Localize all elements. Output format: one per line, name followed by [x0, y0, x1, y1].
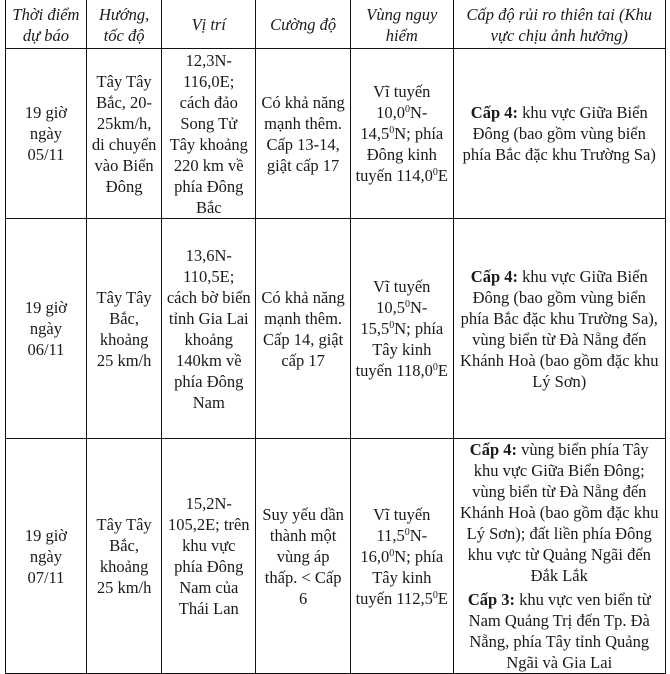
cell-position: 15,2N-105,2E; trên khu vực phía Đông Nam của Thái Lan [162, 439, 256, 674]
risk-area-text: khu vực Giữa Biển Đông (bao gồm vùng biển phía Bắc đặc khu Trường Sa), vùng biển từ Đà Nẵng đến Khánh Hoà (bao gồm đặc khu Lý Sơn) [460, 266, 659, 391]
cell-intensity: Có khả năng mạnh thêm. Cấp 14, giật cấp 17 [256, 219, 351, 439]
cell-direction-speed: Tây Tây Bắc, khoảng 25 km/h [86, 219, 161, 439]
cell-forecast-time: 19 giờ ngày 07/11 [6, 439, 87, 674]
cell-risk-level [453, 49, 666, 219]
risk-paragraph [458, 102, 662, 165]
cell-intensity: Có khả năng mạnh thêm. Cấp 13-14, giật cấp 17 [256, 49, 351, 219]
risk-paragraph [458, 589, 662, 673]
cell-intensity: Suy yếu dần thành một vùng áp thấp. < Cấp 6 [256, 439, 351, 674]
risk-level-label: Cấp 4: [469, 440, 518, 459]
degree-symbol: 0 [405, 104, 410, 115]
danger-lat-end: N-15,5 [360, 298, 428, 338]
cell-risk-level [453, 219, 666, 439]
degree-symbol: 0 [432, 362, 438, 373]
cell-forecast-time: 19 giờ ngày 06/11 [6, 219, 87, 439]
degree-symbol: 0 [389, 125, 395, 136]
danger-longitude: N; phía Đông kinh tuyến 114,0 [355, 124, 444, 185]
header-danger-zone: Vùng nguy hiểm [351, 0, 453, 49]
risk-level-label: Cấp 3: [467, 590, 516, 609]
storm-forecast-table [5, 0, 666, 674]
danger-lat-start: Vĩ tuyến 10,0 [373, 82, 431, 122]
degree-symbol: 0 [432, 167, 438, 178]
cell-danger-zone [351, 49, 453, 219]
cell-forecast-time: 19 giờ ngày 05/11 [6, 49, 87, 219]
risk-area-text: khu vực Giữa Biển Đông (bao gồm vùng biển phía Bắc đặc khu Trường Sa) [462, 103, 656, 164]
danger-lon-unit: E [437, 166, 448, 185]
risk-area-text: vùng biển phía Tây khu vực Giữa Biển Đông; vùng biển từ Đà Nẵng đến Khánh Hoà (bao gồm đặc khu Lý Sơn); đất liền phía Đông khu vực từ Quảng Ngãi đến Đắk Lắk [460, 440, 659, 585]
cell-position: 12,3N-116,0E; cách đảo Song Tử Tây khoảng 220 km về phía Đông Bắc [162, 49, 256, 219]
degree-symbol: 0 [389, 320, 395, 331]
risk-paragraph [458, 266, 662, 392]
danger-lon-unit: E [437, 588, 448, 608]
danger-longitude: N; phía Tây kinh tuyến 112,5 [355, 546, 444, 608]
table-row [6, 439, 666, 674]
risk-area-text: khu vực ven biển từ Nam Quảng Trị đến Tp. Đà Nẵng, phía Tây tỉnh Quảng Ngãi và Gia Lai [468, 590, 651, 672]
cell-direction-speed: Tây Tây Bắc, khoảng 25 km/h [86, 439, 161, 674]
header-row [6, 0, 666, 49]
danger-lat-end: N-14,5 [360, 103, 428, 143]
degree-symbol: 0 [405, 299, 410, 310]
cell-direction-speed: Tây Tây Bắc, 20-25km/h, di chuyển vào Biển Đông [86, 49, 161, 219]
cell-danger-zone [351, 219, 453, 439]
header-position: Vị trí [162, 0, 256, 49]
header-risk-level: Cấp độ rủi ro thiên tai (Khu vực chịu ảnh hưởng) [453, 0, 666, 49]
danger-lat-end: N-16,0 [360, 525, 428, 566]
cell-risk-level [453, 439, 666, 674]
header-forecast-time: Thời điểm dự báo [6, 0, 87, 49]
table-row [6, 49, 666, 219]
risk-level-label: Cấp 4: [470, 266, 518, 286]
header-direction-speed: Hướng, tốc độ [86, 0, 161, 49]
risk-level-label: Cấp 4: [470, 103, 518, 122]
risk-paragraph [458, 439, 662, 586]
header-intensity: Cường độ [256, 0, 351, 49]
danger-lat-start: Vĩ tuyến 10,5 [373, 277, 431, 317]
cell-position: 13,6N-110,5E; cách bờ biển tỉnh Gia Lai khoảng 140km về phía Đông Nam [162, 219, 256, 439]
danger-longitude: N; phía Tây kinh tuyến 118,0 [355, 319, 444, 380]
danger-lon-unit: E [437, 361, 448, 380]
degree-symbol: 0 [389, 547, 395, 559]
degree-symbol: 0 [432, 589, 438, 601]
table-row [6, 219, 666, 439]
danger-lat-start: Vĩ tuyến 11,5 [373, 504, 431, 545]
degree-symbol: 0 [404, 526, 410, 538]
cell-danger-zone [351, 439, 453, 674]
